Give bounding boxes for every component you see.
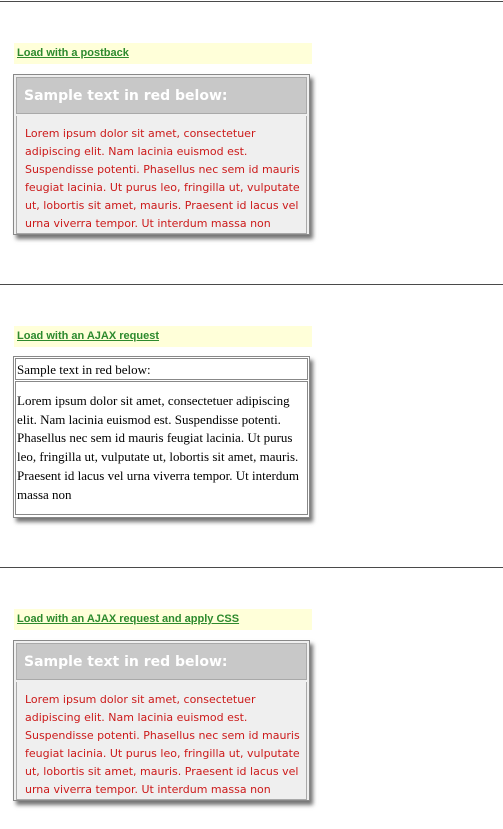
panel-text: Lorem ipsum dolor sit amet, consectetuer adipiscing elit. Nam lacinia euismod est. Suspendisse potenti. Phasellus nec sem id mauris feugiat lacinia. Ut purus leo, fringilla ut, vulputate ut, lobortis sit amet, mauris. Praesent id lacus vel urna viverra tempor. Ut interdum massa non xyxy=(25,693,300,796)
panel-text: Lorem ipsum dolor sit amet, consectetuer adipiscing elit. Nam lacinia euismod est. Suspendisse potenti. Phasellus nec sem id mauris feugiat lacinia. Ut purus leo, fringilla ut, vulputate ut, lobortis sit amet, mauris. Praesent id lacus vel urna viverra tempor. Ut interdum massa non xyxy=(17,393,299,502)
section-divider xyxy=(0,567,503,568)
ajax-link-bar xyxy=(14,326,312,347)
panel-text: Lorem ipsum dolor sit amet, consectetuer adipiscing elit. Nam lacinia euismod est. Suspendisse potenti. Phasellus nec sem id mauris feugiat lacinia. Ut purus leo, fringilla ut, vulputate ut, lobortis sit amet, mauris. Praesent id lacus vel urna viverra tempor. Ut interdum massa non xyxy=(25,127,300,230)
panel-title: Sample text in red below: xyxy=(24,654,228,670)
ajax-css-link-bar xyxy=(14,609,312,630)
load-ajax-css-link[interactable]: Load with an AJAX request and apply CSS xyxy=(17,613,240,625)
panel-header xyxy=(16,77,307,114)
load-ajax-link[interactable]: Load with an AJAX request xyxy=(17,330,160,342)
panel-body[interactable] xyxy=(16,116,307,234)
sample-panel-ajax xyxy=(13,356,310,518)
panel-body[interactable] xyxy=(16,682,307,800)
panel-title: Sample text in red below: xyxy=(17,362,151,377)
sample-panel-ajax-css xyxy=(13,640,310,801)
sample-panel-postback xyxy=(13,74,310,235)
panel-title: Sample text in red below: xyxy=(24,88,228,104)
section-divider xyxy=(0,1,503,2)
load-postback-link[interactable]: Load with a postback xyxy=(17,47,129,59)
panel-body[interactable] xyxy=(15,381,308,515)
section-divider xyxy=(0,284,503,285)
panel-header xyxy=(15,358,308,380)
panel-header xyxy=(16,643,307,680)
postback-link-bar xyxy=(14,43,312,64)
